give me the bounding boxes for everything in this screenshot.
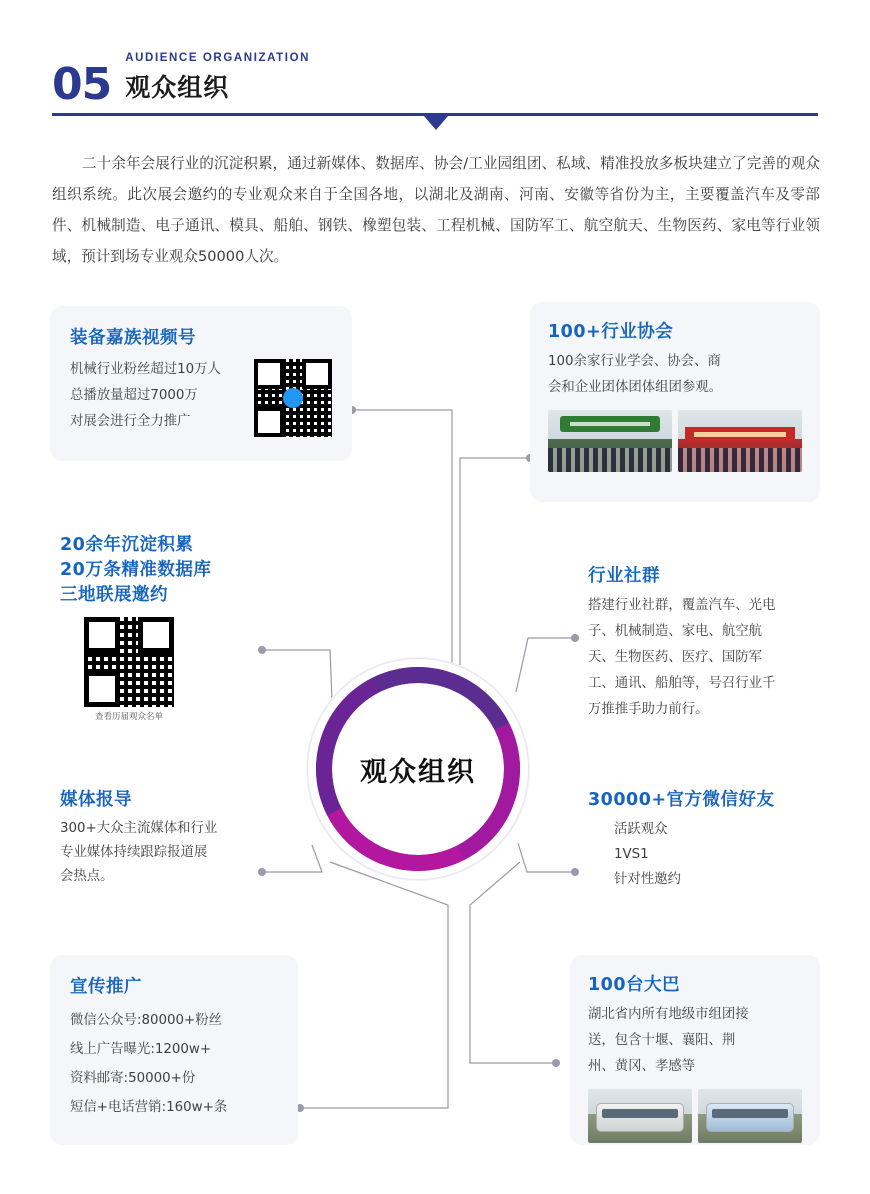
block-community-title: 行业社群: [588, 566, 660, 586]
block-community-line-5: 万推推手助力前行。: [588, 702, 709, 717]
block-media: [60, 786, 260, 889]
section-title-en: AUDIENCE ORGANIZATION: [125, 52, 311, 64]
header-row: [52, 52, 818, 111]
card-buses-line-2: 送，包含十堰、襄阳、荆: [588, 1033, 736, 1048]
block-community: [588, 562, 804, 723]
block-community-line-4: 工、通讯、船舶等，号召行业千: [588, 676, 776, 691]
intro-paragraph: 二十余年会展行业的沉淀积累，通过新媒体、数据库、协会/工业园组团、私域、精准投放多板块建立了完善的观众组织系统。此次展会邀约的专业观众来自于全国各地，以湖北及湖南、河南、安徽等省份为主，主要覆盖汽车及零部件、机械制造、电子通讯、模具、船舶、钢铁、橡塑包装、工程机械、国防军工、航空航天、生物医药、家电等行业领域，预计到场专业观众50000人次。: [52, 155, 820, 265]
block-community-line-3: 天、生物医药、医疗、国防军: [588, 650, 763, 665]
card-associations-title: 100+行业协会: [548, 322, 674, 342]
card-promotion-line-1: 微信公众号:80000+粉丝: [70, 1013, 223, 1028]
qr-code-video-account[interactable]: [254, 359, 332, 437]
tour-bus-photo-2: [698, 1089, 802, 1143]
qr-code-visitor-list-caption: 查看历届观众名单: [94, 711, 163, 721]
card-video-account-line-2: 总播放量超过7000万: [70, 388, 198, 403]
block-database: [60, 533, 290, 722]
section-number: 05: [52, 59, 112, 111]
exhibition-entrance-photo: [548, 410, 672, 472]
card-associations-line-1: 100余家行业学会、协会、商: [548, 354, 721, 369]
card-video-account: [50, 306, 352, 461]
block-media-line-3: 会热点。: [60, 869, 114, 884]
card-associations: [530, 302, 820, 502]
card-buses-title: 100台大巴: [588, 975, 681, 995]
block-media-line-2: 专业媒体持续跟踪报道展: [60, 845, 208, 860]
block-community-line-1: 搭建行业社群，覆盖汽车、光电: [588, 598, 776, 613]
header-divider: [52, 113, 818, 116]
hub-label: 观众组织: [360, 756, 476, 787]
block-database-title-3: 三地联展邀约: [60, 585, 168, 605]
card-buses-line-1: 湖北省内所有地级市组团接: [588, 1007, 749, 1022]
card-promotion-line-4: 短信+电话营销:160w+条: [70, 1100, 228, 1115]
header-titles: [125, 52, 310, 106]
block-media-line-1: 300+大众主流媒体和行业: [60, 821, 218, 836]
card-promotion-title: 宣传推广: [70, 977, 142, 997]
block-database-title-2: 20万条精准数据库: [60, 560, 212, 580]
section-header: [52, 52, 818, 116]
block-wechat-friends-line-3: 针对性邀约: [614, 872, 681, 887]
block-media-title: 媒体报导: [60, 790, 132, 810]
red-banner-group-photo: [678, 410, 802, 472]
hub-inner: [335, 686, 501, 852]
qr-code-visitor-list[interactable]: [84, 617, 174, 707]
card-buses-line-3: 州、黄冈、孝感等: [588, 1059, 696, 1074]
block-database-title-1: 20余年沉淀积累: [60, 535, 194, 555]
tour-bus-photo-1: [588, 1089, 692, 1143]
center-hub: [307, 658, 529, 880]
card-promotion-line-2: 线上广告曝光:1200w+: [70, 1042, 212, 1057]
section-title-cn: 观众组织: [125, 74, 230, 102]
block-community-line-2: 子、机械制造、家电、航空航: [588, 624, 763, 639]
block-wechat-friends-line-2: 1VS1: [614, 847, 649, 862]
card-video-account-line-3: 对展会进行全力推广: [70, 414, 191, 429]
card-buses: [570, 955, 820, 1145]
card-video-account-title: 装备嘉族视频号: [70, 328, 196, 348]
card-video-account-line-1: 机械行业粉丝超过10万人: [70, 362, 221, 377]
card-associations-line-2: 会和企业团体团体组团参观。: [548, 380, 723, 395]
card-promotion-line-3: 资料邮寄:50000+份: [70, 1071, 196, 1086]
block-wechat-friends-title: 30000+官方微信好友: [588, 790, 775, 810]
block-wechat-friends-line-1: 活跃观众: [614, 822, 668, 837]
block-wechat-friends: [588, 786, 808, 892]
card-promotion: [50, 955, 298, 1145]
